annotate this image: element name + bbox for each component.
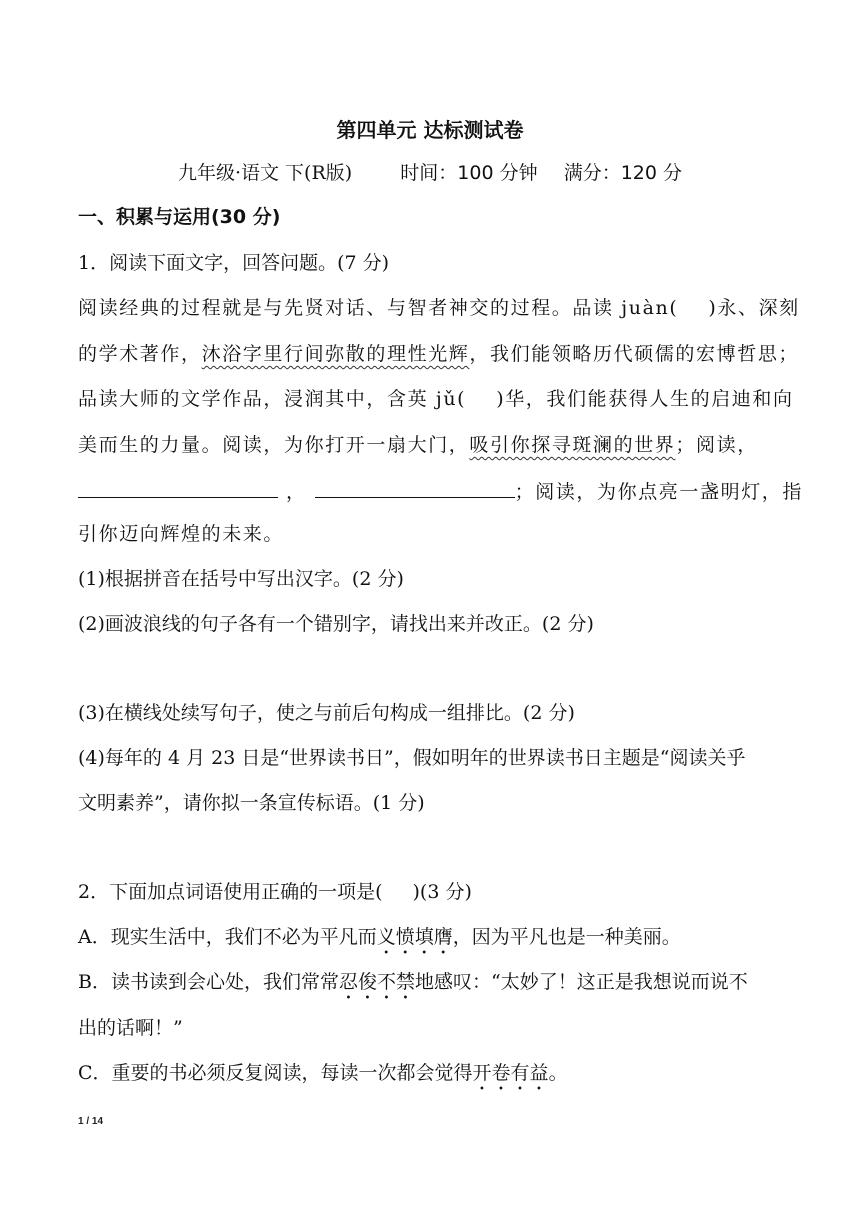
wavy-sentence-2: 吸引你探寻斑澜的世界 (469, 434, 676, 456)
time-value: 100 分钟 (457, 162, 538, 184)
passage-line-3 (78, 385, 794, 413)
question-2-prompt (78, 878, 472, 906)
passage-line-5 (78, 477, 803, 506)
passage-text: )华，我们能获得人生的启迪和向 (496, 388, 794, 410)
page-number: 1 / 14 (78, 1116, 104, 1127)
sub-question-2: (2)画波浪线的句子各有一个错别字，请找出来并改正。(2 分) (78, 613, 594, 635)
sub-question-3: (3)在横线处续写句子，使之与前后句构成一组排比。(2 分) (78, 702, 575, 724)
fill-blank-2[interactable] (315, 477, 515, 498)
passage-line-4 (78, 431, 758, 459)
question-text: 2．下面加点词语使用正确的一项是( (78, 881, 383, 903)
question-text: )(3 分) (412, 881, 472, 903)
passage-line-6: 引你迈向辉煌的未来。 (78, 523, 285, 545)
page-title: 第四单元 达标测试卷 (336, 118, 524, 142)
section-heading: 一、积累与运用(30 分) (78, 206, 281, 228)
option-text: 。 (548, 1062, 568, 1084)
fill-blank-1[interactable] (78, 477, 278, 498)
option-text: ，因为平凡也是一种美丽。 (452, 926, 681, 948)
passage-text: 品读大师的文学作品，浸润其中，含英 jǔ( (78, 388, 467, 410)
option-text: 地感叹：“太妙了！这正是我想说而说不 (414, 971, 748, 993)
wavy-sentence-1: 沐浴字里行间弥散的理性光辉 (201, 343, 470, 365)
passage-text: )永、深刻 (708, 297, 800, 319)
passage-text: ；阅读，为你点亮一盏明灯，指 (514, 481, 804, 503)
passage-text: ；阅读， (675, 434, 758, 456)
passage-text: 美而生的力量。阅读，为你打开一扇大门， (78, 434, 470, 456)
dotted-phrase: 忍俊不禁 (338, 971, 415, 993)
passage-text: 阅读经典的过程就是与先贤对话、与智者神交的过程。品读 juàn( (78, 297, 679, 319)
passage-line-1 (78, 294, 800, 322)
exam-info (0, 158, 860, 185)
sub-question-4-line-1: (4)每年的 4 月 23 日是“世界读书日”，假如明年的世界读书日主题是“阅读关乎 (78, 747, 746, 769)
grade-label: 九年级·语文 下(R版) (177, 162, 353, 184)
score-label: 满分： (563, 162, 621, 184)
time-label: 时间： (400, 162, 458, 184)
passage-line-2 (78, 340, 799, 368)
question-1-prompt: 1．阅读下面文字，回答问题。(7 分) (78, 252, 390, 274)
score-value: 120 分 (620, 162, 683, 184)
option-c (78, 1059, 568, 1095)
passage-text: ，我们能领略历代硕儒的宏博哲思； (469, 343, 800, 365)
option-text: C．重要的书必须反复阅读，每读一次都会觉得 (78, 1062, 473, 1084)
sub-question-4-line-2: 文明素养”，请你拟一条宣传标语。(1 分) (78, 792, 425, 814)
option-text: A．现实生活中，我们不必为平凡而 (78, 926, 377, 948)
option-b (78, 968, 748, 1004)
passage-text: 的学术著作， (78, 343, 202, 365)
passage-text: ， (286, 481, 307, 503)
option-text: B．读书读到会心处，我们常常 (78, 971, 339, 993)
dotted-phrase: 开卷有益 (472, 1062, 549, 1084)
option-a (78, 923, 681, 959)
dotted-phrase: 义愤填膺 (376, 926, 453, 948)
option-b-continued: 出的话啊！” (78, 1017, 183, 1039)
sub-question-1: (1)根据拼音在括号中写出汉字。(2 分) (78, 568, 404, 590)
